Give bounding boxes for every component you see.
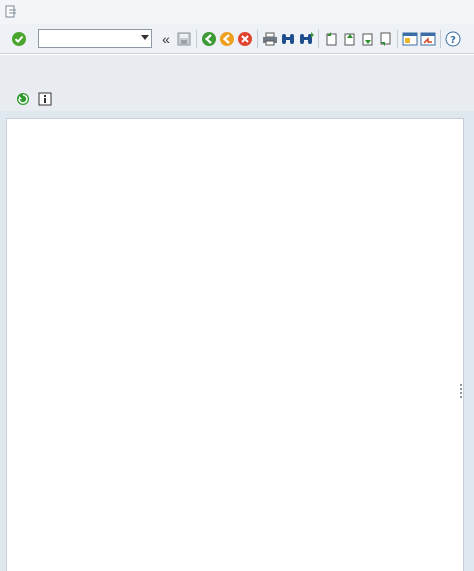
toolbar-separator xyxy=(397,30,398,48)
last-page-icon[interactable] xyxy=(376,30,394,48)
svg-text:?: ? xyxy=(450,34,456,46)
sap-logon-icon xyxy=(5,5,17,19)
command-field[interactable] xyxy=(38,29,152,48)
screen-header xyxy=(0,55,474,87)
command-field-input[interactable] xyxy=(39,30,135,47)
tools-tree xyxy=(6,118,464,571)
print-icon[interactable] xyxy=(261,30,279,48)
application-toolbar xyxy=(0,87,474,111)
collapse-icon[interactable]: « xyxy=(162,30,170,47)
enter-icon[interactable] xyxy=(10,30,28,48)
shortcut-icon[interactable] xyxy=(419,30,437,48)
exit-icon[interactable] xyxy=(218,30,236,48)
help-icon[interactable] xyxy=(444,30,462,48)
back-icon[interactable] xyxy=(200,30,218,48)
chevron-down-icon[interactable] xyxy=(141,35,149,40)
toolbar-separator xyxy=(318,30,319,48)
standard-toolbar xyxy=(0,24,474,54)
window-title-bar xyxy=(0,0,474,24)
main-area xyxy=(0,111,474,571)
first-page-icon[interactable] xyxy=(322,30,340,48)
previous-page-icon[interactable] xyxy=(340,30,358,48)
save-icon[interactable] xyxy=(175,30,193,48)
find-next-icon[interactable] xyxy=(297,30,315,48)
cancel-icon[interactable] xyxy=(236,30,254,48)
toolbar-separator xyxy=(257,30,258,48)
execute-icon[interactable] xyxy=(14,90,32,108)
resize-grip[interactable] xyxy=(460,384,462,398)
create-session-icon[interactable] xyxy=(401,30,419,48)
toolbar-separator xyxy=(196,30,197,48)
toolbar-separator xyxy=(440,30,441,48)
info-icon[interactable] xyxy=(36,90,54,108)
find-icon[interactable] xyxy=(279,30,297,48)
next-page-icon[interactable] xyxy=(358,30,376,48)
